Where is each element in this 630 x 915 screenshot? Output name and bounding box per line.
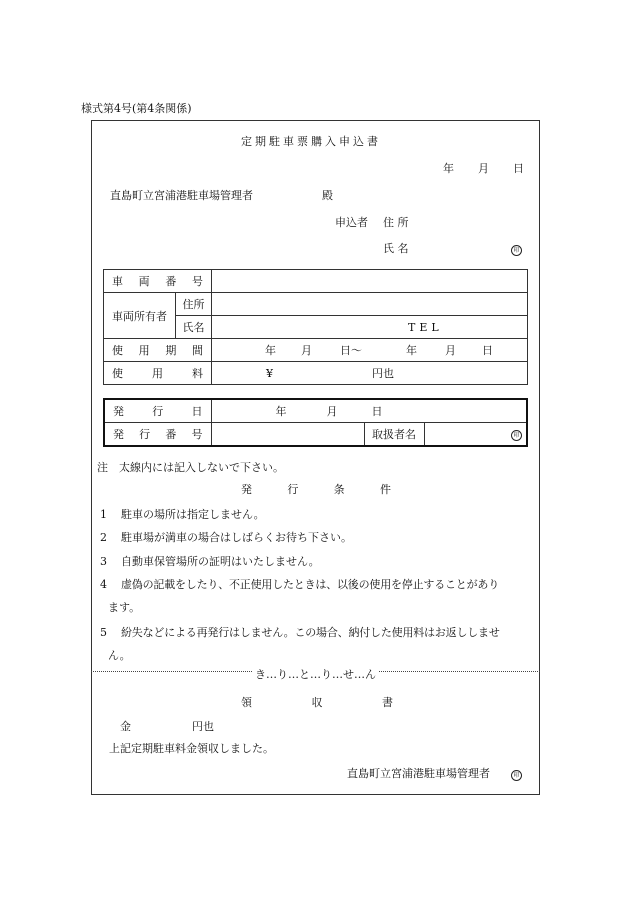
receipt-kin: 金 <box>120 720 131 733</box>
issue-info-table <box>103 398 528 447</box>
applicant-seal-icon: 印 <box>511 243 522 256</box>
owner-name-label: 氏名 <box>176 316 212 339</box>
fee-field[interactable] <box>212 362 528 385</box>
form-number-label: 様式第4号(第4条関係) <box>81 102 192 115</box>
period-from-month: 月 <box>301 344 312 357</box>
receipt-issuer: 直島町立宮浦港駐車場管理者 <box>347 767 490 780</box>
condition-5-number: 5 <box>100 626 107 639</box>
condition-5-continuation: ん。 <box>108 649 131 662</box>
honorific: 殿 <box>322 189 333 202</box>
vehicle-info-table <box>103 269 528 385</box>
date-month: 月 <box>478 162 489 175</box>
table-row <box>104 339 528 362</box>
form-title: 定期駐車票購入申込書 <box>241 135 381 148</box>
conditions-title: 発 行 条 件 <box>241 483 391 496</box>
applicant-name-label: 氏 名 <box>383 242 409 255</box>
condition-4-text: 虚偽の記載をしたり、不正使用したときは、以後の使用を停止することがあり <box>121 578 499 591</box>
handler-label: 取扱者名 <box>364 423 424 447</box>
vehicle-number-field[interactable] <box>212 270 528 293</box>
applicant-label: 申込者 <box>335 216 368 229</box>
yen-unit: 円也 <box>372 367 394 380</box>
date-day: 日 <box>513 162 524 175</box>
issue-month: 月 <box>326 405 338 418</box>
receipt-statement: 上記定期駐車料金領収しました。 <box>109 742 274 755</box>
period-to-year: 年 <box>406 344 417 357</box>
note: 注 太線内には記入しないで下さい。 <box>97 461 284 474</box>
owner-address-label: 住所 <box>176 293 212 316</box>
issue-date-label: 発 行 日 <box>113 405 203 418</box>
table-row <box>104 293 528 316</box>
issue-day: 日 <box>371 405 383 418</box>
handler-seal-icon: 印 <box>511 430 522 441</box>
period-from-year: 年 <box>265 344 276 357</box>
issue-date-field[interactable] <box>211 399 527 423</box>
period-from-day: 日〜 <box>340 344 362 357</box>
period-label: 使 用 期 間 <box>112 344 203 357</box>
application-form-frame <box>91 120 540 795</box>
vehicle-owner-label: 車両所有者 <box>104 293 176 339</box>
table-row <box>104 423 527 447</box>
period-to-month: 月 <box>445 344 456 357</box>
table-row <box>104 362 528 385</box>
condition-4-number: 4 <box>100 578 107 591</box>
condition-4-continuation: ます。 <box>108 601 141 614</box>
yen-symbol: ¥ <box>266 367 273 380</box>
receipt-yen-unit: 円也 <box>192 720 214 733</box>
issue-year: 年 <box>275 405 287 418</box>
condition-1-number: 1 <box>100 508 107 521</box>
issue-number-label: 発 行 番 号 <box>113 428 203 441</box>
vehicle-number-label: 車 両 番 号 <box>112 275 203 288</box>
condition-2-number: 2 <box>100 531 107 544</box>
condition-3-text: 自動車保管場所の証明はいたしません。 <box>121 555 320 568</box>
table-row <box>104 270 528 293</box>
addressee: 直島町立宮浦港駐車場管理者 <box>110 189 253 202</box>
condition-3-number: 3 <box>100 555 107 568</box>
applicant-address-label: 住 所 <box>383 216 409 229</box>
period-field[interactable] <box>212 339 528 362</box>
fee-label: 使 用 料 <box>112 367 203 380</box>
condition-1-text: 駐車の場所は指定しません。 <box>121 508 265 521</box>
tel-label: TEL <box>408 321 443 334</box>
handler-field[interactable] <box>424 423 527 447</box>
condition-2-text: 駐車場が満車の場合はしばらくお待ち下さい。 <box>121 531 352 544</box>
period-to-day: 日 <box>482 344 493 357</box>
issue-number-field[interactable] <box>211 423 364 447</box>
cut-line-text: き…り…と…り…せ…ん <box>255 668 376 681</box>
table-row <box>104 399 527 423</box>
owner-address-field[interactable] <box>212 293 528 316</box>
owner-name-field[interactable] <box>212 316 528 339</box>
receipt-title: 領 収 書 <box>241 696 393 709</box>
receipt-seal-icon: 印 <box>511 768 522 781</box>
date-year: 年 <box>443 162 454 175</box>
condition-5-text: 紛失などによる再発行はしません。この場合、納付した使用料はお返ししませ <box>121 626 500 639</box>
